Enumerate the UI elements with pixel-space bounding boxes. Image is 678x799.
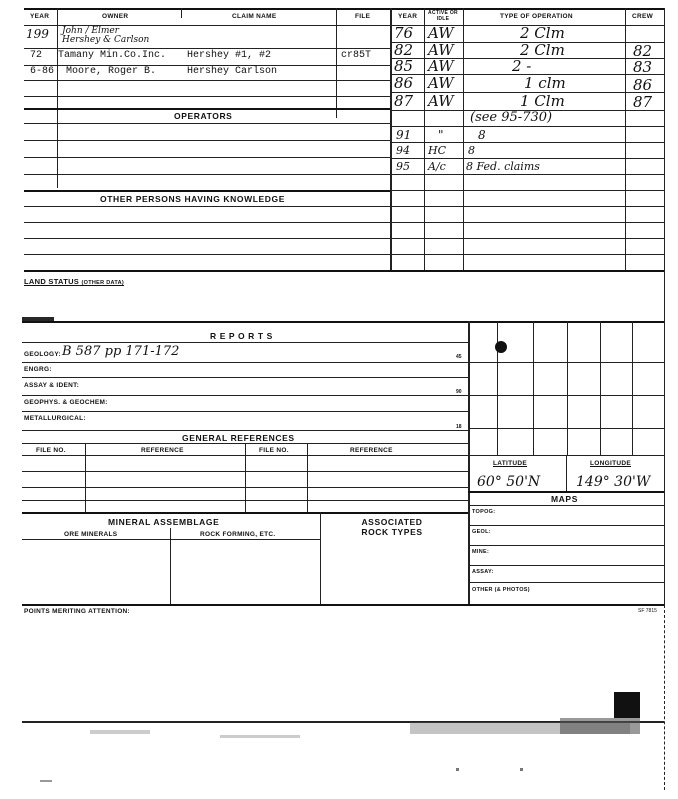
longitude-label: LONGITUDE xyxy=(590,460,631,467)
latitude-label: LATITUDE xyxy=(493,460,528,467)
maps-mine: MINE: xyxy=(472,549,490,555)
reports-num-45: 45 xyxy=(456,354,462,360)
activity-3-type: 2 - xyxy=(512,57,532,75)
operators-label: OPERATORS xyxy=(174,111,233,121)
activity-1-year: 76 xyxy=(394,24,414,42)
points-label: POINTS MERITING ATTENTION: xyxy=(24,608,131,615)
activity-8-type: 8 xyxy=(468,144,475,157)
rock-forming-label: ROCK FORMING, ETC. xyxy=(200,531,276,538)
owner-row-1-owner-2: Hershey & Carlson xyxy=(62,35,150,45)
header-active-idle: ACTIVE OR IDLE xyxy=(428,10,458,22)
activity-7-type: 8 xyxy=(478,128,486,142)
activity-3-status: AW xyxy=(428,57,454,75)
header-crew: CREW xyxy=(632,13,654,20)
owner-row-3-year: 6-86 xyxy=(30,66,55,77)
associated-rock-types: ASSOCIATED ROCK TYPES xyxy=(361,517,423,537)
activity-9-year: 95 xyxy=(396,160,410,173)
maps-assay: ASSAY: xyxy=(472,569,494,575)
header-year: YEAR xyxy=(30,13,50,20)
reports-title: R E P O R T S xyxy=(210,331,273,341)
header-claim-name: CLAIM NAME xyxy=(232,13,277,20)
activity-8-year: 94 xyxy=(396,144,410,157)
maps-geol: GEOL: xyxy=(472,529,491,535)
location-dot-marker xyxy=(495,341,507,353)
activity-5-type: 1 Clm xyxy=(520,92,565,110)
activity-2-year: 82 xyxy=(394,41,414,59)
ref-reference-1: REFERENCE xyxy=(141,447,184,454)
owner-row-1-year: 199 xyxy=(26,27,49,41)
activity-6-type: (see 95-730) xyxy=(470,110,553,125)
land-status-sub: (OTHER DATA) xyxy=(81,280,124,286)
metallurgical-label: METALLURGICAL: xyxy=(24,415,86,422)
engrg-label: ENGRG: xyxy=(24,366,52,373)
activity-8-status: HC xyxy=(428,144,447,157)
mineral-assemblage-title: MINERAL ASSEMBLAGE xyxy=(108,517,220,527)
owner-row-2-file: cr85T xyxy=(341,50,372,61)
activity-5-status: AW xyxy=(428,92,454,110)
activity-4-year: 86 xyxy=(394,74,414,92)
land-status-label xyxy=(24,277,124,286)
activity-2-type: 2 Clm xyxy=(520,41,565,59)
owner-row-2-year: 72 xyxy=(30,50,43,61)
land-status-text: LAND STATUS xyxy=(24,277,80,286)
ref-reference-2: REFERENCE xyxy=(350,447,393,454)
geology-value: B 587 pp 171-172 xyxy=(62,344,180,359)
activity-1-status: AW xyxy=(428,24,454,42)
form-code: SF 7815 xyxy=(638,608,657,614)
activity-3-crew: 83 xyxy=(633,58,653,76)
owner-row-2-claim: Hershey #1, #2 xyxy=(187,50,272,61)
knowledge-label: OTHER PERSONS HAVING KNOWLEDGE xyxy=(100,194,286,204)
header-year-2: YEAR xyxy=(398,13,418,20)
reports-num-18: 18 xyxy=(456,424,462,430)
maps-other: OTHER (& PHOTOS) xyxy=(472,587,530,593)
owner-row-1-owner: John / Elmer xyxy=(62,26,119,36)
activity-7-year: 91 xyxy=(396,128,412,142)
activity-2-crew: 82 xyxy=(633,42,653,60)
activity-5-crew: 87 xyxy=(633,93,653,111)
scan-dark-block xyxy=(614,692,640,718)
header-owner: OWNER xyxy=(102,13,129,20)
maps-title: MAPS xyxy=(551,494,578,504)
header-type-operation: TYPE OF OPERATION xyxy=(500,13,573,20)
reports-num-90: 90 xyxy=(456,389,462,395)
general-references-title: GENERAL REFERENCES xyxy=(182,433,295,443)
latitude-value: 60° 50'N xyxy=(477,474,541,490)
owner-row-3-claim: Hershey Carlson xyxy=(187,66,278,77)
activity-3-year: 85 xyxy=(394,57,414,75)
geology-label: GEOLOGY: xyxy=(24,351,61,358)
activity-2-status: AW xyxy=(428,41,454,59)
activity-4-type: 1 clm xyxy=(524,74,566,92)
activity-4-crew: 86 xyxy=(633,76,653,94)
activity-1-type: 2 Clm xyxy=(520,24,565,42)
owner-row-2-owner: Tamany Min.Co.Inc. xyxy=(58,50,167,61)
maps-topog: TOPOG: xyxy=(472,509,496,515)
activity-9-status: A/c xyxy=(428,160,446,173)
header-file: FILE xyxy=(355,13,371,20)
ref-file-no-2: FILE NO. xyxy=(259,447,289,454)
activity-5-year: 87 xyxy=(394,92,414,110)
ref-file-no-1: FILE NO. xyxy=(36,447,66,454)
owner-row-3-owner: Moore, Roger B. xyxy=(66,66,157,77)
activity-7-status: " xyxy=(438,128,444,142)
ore-minerals-label: ORE MINERALS xyxy=(64,531,118,538)
activity-9-type: 8 Fed. claims xyxy=(466,160,540,173)
assay-ident-label: ASSAY & IDENT: xyxy=(24,382,80,389)
longitude-value: 149° 30'W xyxy=(576,474,651,490)
activity-4-status: AW xyxy=(428,74,454,92)
geophys-label: GEOPHYS. & GEOCHEM: xyxy=(24,399,108,406)
